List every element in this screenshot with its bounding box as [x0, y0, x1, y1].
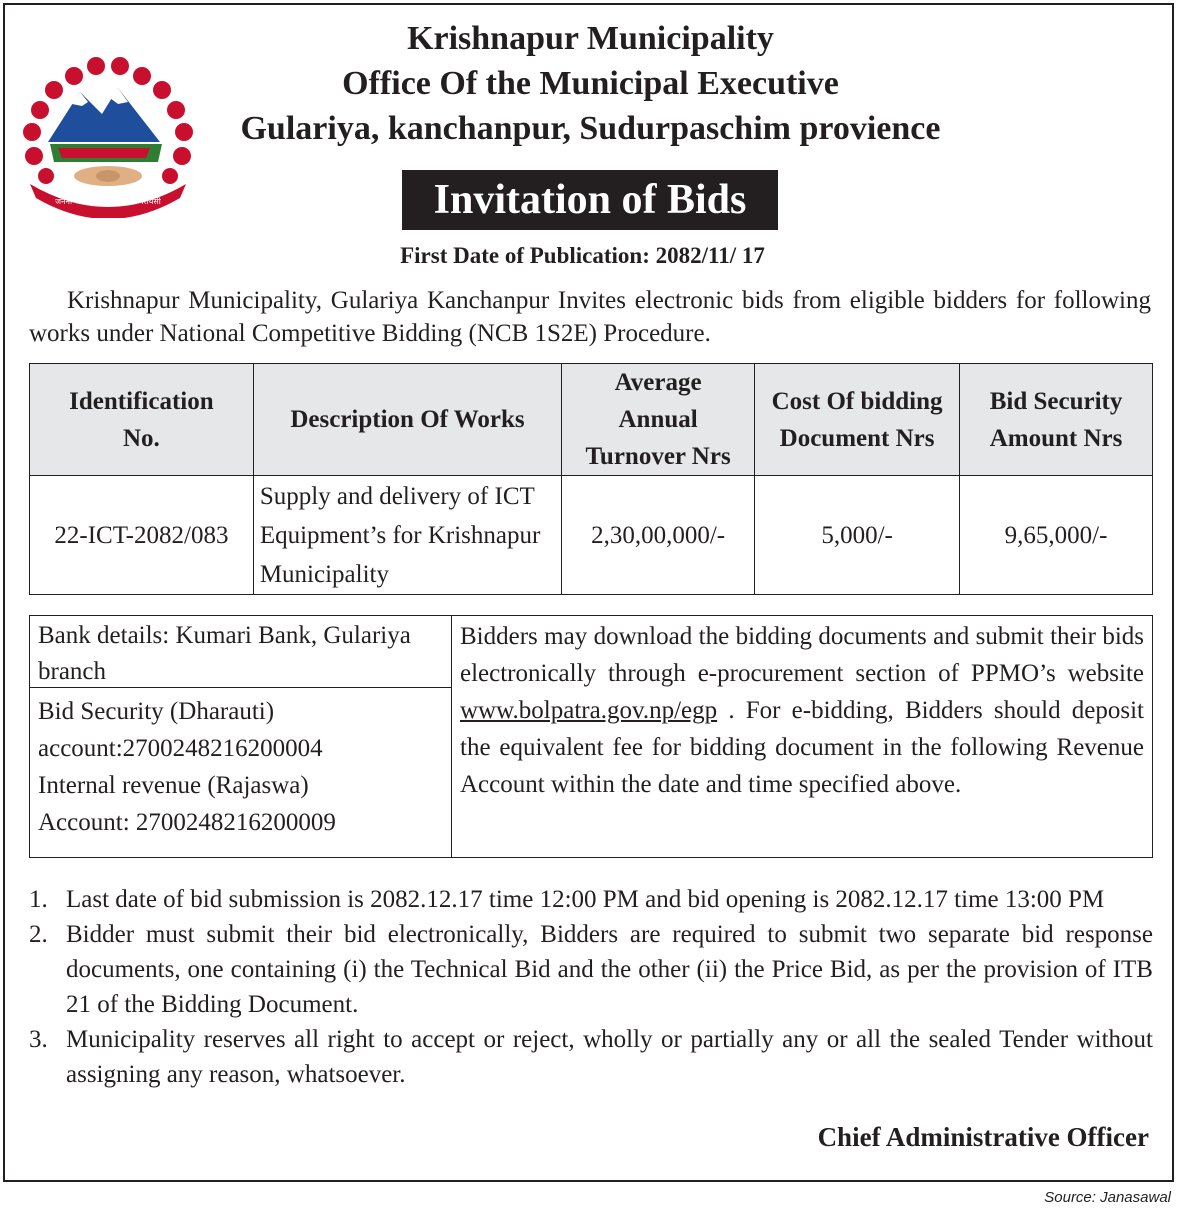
notes-list — [29, 882, 1153, 1092]
source-credit: Source: Janasawal — [1044, 1189, 1171, 1206]
cell-identification: 22-ICT-2082/083 — [30, 476, 254, 595]
note-text: Bidder must submit their bid electronically, Bidders are required to submit two separate bid response documents, one containing (i) the Technical Bid and the other (ii) the Price Bid, as per the provision of ITB 21 of the Bidding Document. — [66, 921, 1153, 1018]
table-row — [30, 476, 1153, 595]
notice-title-text: Invitation of Bids — [433, 177, 747, 223]
header-cost-label: Cost Of bidding Document Nrs — [771, 387, 943, 452]
header-turnover-label: Average Annual Turnover Nrs — [585, 369, 731, 470]
bolpatra-link[interactable]: www.bolpatra.gov.np/egp — [460, 697, 718, 724]
intro-paragraph: Krishnapur Municipality, Gulariya Kanchanpur Invites electronic bids from eligible bidders for following works under National Competitive Bidding (NCB 1S2E) Procedure. — [29, 287, 1151, 347]
header-identification — [30, 364, 254, 476]
security-account: account:2700248216200004 — [38, 735, 323, 762]
list-item — [29, 1022, 1153, 1092]
notice-title — [402, 170, 778, 230]
signature: Chief Administrative Officer — [817, 1122, 1149, 1152]
bank-info-box — [29, 615, 1153, 858]
table-header-row — [30, 364, 1153, 476]
header-turnover — [562, 364, 755, 476]
note-text: Municipality reserves all right to accept or reject, wholly or partially any or all the sealed Tender without assigning any reason, whatsoever. — [66, 1026, 1153, 1088]
download-instructions — [452, 616, 1152, 857]
header-description: Description Of Works — [253, 364, 561, 476]
handshake — [74, 166, 142, 186]
bank-details-column — [30, 616, 452, 857]
header-security-label: Bid Security Amount Nrs — [989, 387, 1123, 452]
cell-security: 9,65,000/- — [960, 476, 1153, 595]
note-text: Last date of bid submission is 2082.12.17 time 12:00 PM and bid opening is 2082.12.17 time 13:00 PM — [66, 886, 1105, 913]
publication-date: First Date of Publication: 2082/11/ 17 — [400, 243, 765, 268]
municipality-name: Krishnapur Municipality — [407, 20, 774, 57]
account-details — [30, 688, 451, 846]
bids-table — [29, 363, 1153, 595]
emblem-motto: जननी जन्मभूमिश्च स्वर्गादपि गरीयसी — [55, 197, 161, 206]
security-label: Bid Security (Dharauti) — [38, 698, 275, 725]
download-text-before: Bidders may download the bidding documents and submit their bids electronically through e-procurement section of PPMO’s website — [460, 623, 1144, 687]
header-cost — [755, 364, 960, 476]
bank-details: Bank details: Kumari Bank, Gulariya branch — [30, 616, 451, 688]
cell-turnover: 2,30,00,000/- — [562, 476, 755, 595]
note-number: 2. — [29, 921, 48, 948]
cell-description: Supply and delivery of ICT Equipment’s for Krishnapur Municipality — [253, 476, 561, 595]
revenue-label: Internal revenue (Rajaswa) — [38, 772, 309, 799]
note-number: 1. — [29, 886, 48, 913]
download-text-after: . For e-bidding, Bidders should deposit the equivalent fee for bidding document in the following Revenue Account within the date and time specified above. — [460, 697, 1144, 798]
office-address: Gulariya, kanchanpur, Sudurpaschim provience — [240, 110, 941, 147]
cell-cost: 5,000/- — [755, 476, 960, 595]
revenue-account: Account: 2700248216200009 — [38, 809, 336, 836]
header-security — [960, 364, 1153, 476]
list-item — [29, 882, 1153, 917]
note-number: 3. — [29, 1026, 48, 1053]
list-item — [29, 917, 1153, 1022]
header-identification-label: Identification No. — [69, 387, 214, 452]
office-name: Office Of the Municipal Executive — [342, 65, 839, 102]
